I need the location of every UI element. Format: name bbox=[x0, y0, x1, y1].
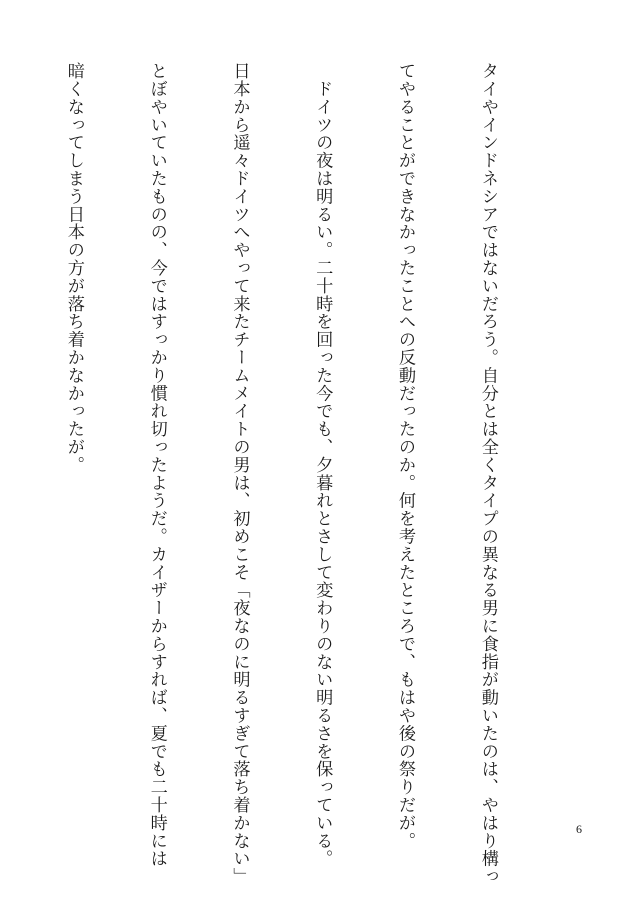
blank-line bbox=[0, 62, 4, 822]
page-number: 6 bbox=[576, 822, 582, 836]
text-line: 暗くなってしまう日本の方が落ち着かなかったが。 bbox=[63, 62, 84, 474]
text-line: 日本から遥々ドイツへやって来たチームメイトの男は、初めこそ「夜なのに明るすぎて落ち着かない」 bbox=[229, 62, 250, 886]
text-line: ドイツの夜は明るい。二十時を回った今でも、夕暮れとさして変わりのない明るさを保っている。 bbox=[312, 62, 333, 868]
text-line: とぼやいていたものの、今ではすっかり慣れ切ったようだ。カイザーからすれば、夏でも二十時には bbox=[146, 62, 167, 868]
text-line: タイやインドネシアではないだろう。自分とは全くタイプの異なる男に食指が動いたのは、やはり構っ bbox=[477, 62, 498, 886]
vertical-text-body bbox=[0, 62, 556, 886]
text-line: てやることができなかったことへの反動だったのか。何を考えたところで、もはや後の祭りだが。 bbox=[395, 62, 416, 850]
